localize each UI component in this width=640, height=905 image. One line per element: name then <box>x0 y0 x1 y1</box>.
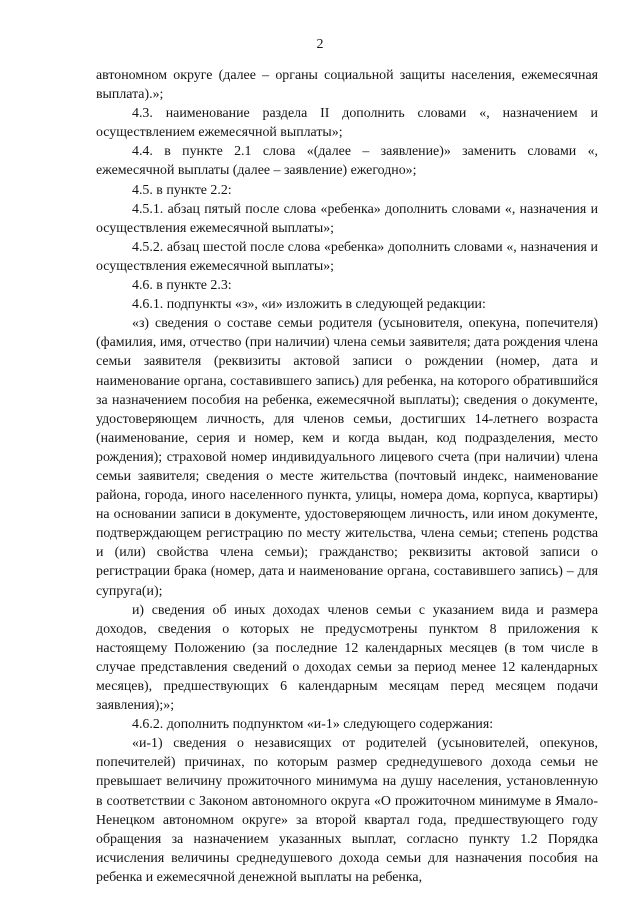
paragraph: и) сведения об иных доходах членов семьи с указанием вида и размера доходов, сведения о которых не предусмотрены пунктом 8 приложения к настоящему Положению (за последние 12 календарных месяцев (в том числе в случае представления сведений о доходах семьи за период менее 12 календарных месяцев), предшествующих 6 календарным месяцам перед месяцем подачи заявления);»; <box>96 602 598 714</box>
paragraph: 4.6. в пункте 2.3: <box>132 278 232 294</box>
paragraph: «з) сведения о составе семьи родителя (усыновителя, опекуна, попечителя) (фамилия, имя, отчество (при наличии) члена семьи заявителя; дата рождения члена семьи заявителя (реквизиты актовой записи о рождении (номер, дата и наименование органа, составившего запись) для ребенка, на которого обратившийся за назначением пособия на ребенка, ежемесячной выплаты); сведения о документе, удостоверяющем личность, для членов семьи, достигших 14-летнего возраста (наименование, серия и номер, кем и когда выдан, код подразделения, место рождения); страховой номер индивидуального лицевого счета (при наличии) члена семьи заявителя; сведения о месте жительства (почтовый индекс, наименование района, города, иного населенного пункта, улицы, номера дома, корпуса, квартиры) на основании записи в документе, удостоверяющем личность, или ином документе, подтверждающем регистрацию по месту жительства, члена семьи; степень родства и (или) свойства члена семьи); гражданство; реквизиты актовой записи о регистрации брака (номер, дата и наименование органа, составившего запись) – для супруга(и); <box>96 316 598 599</box>
paragraph: 4.3. наименование раздела II дополнить словами «, назначением и осуществлением ежемесячной выплаты»; <box>96 106 598 141</box>
paragraph: 4.5. в пункте 2.2: <box>132 182 232 198</box>
paragraph: автономном округе (далее – органы социальной защиты населения, ежемесячная выплата).»; <box>96 68 598 103</box>
paragraph: 4.5.2. абзац шестой после слова «ребенка» дополнить словами «, назначения и осуществления ежемесячной выплаты»; <box>96 239 598 274</box>
document-body <box>96 66 598 887</box>
page-number: 2 <box>316 37 324 52</box>
paragraph: 4.6.1. подпункты «з», «и» изложить в следующей редакции: <box>132 297 486 313</box>
paragraph: 4.4. в пункте 2.1 слова «(далее – заявление)» заменить словами «, ежемесячной выплаты (далее – заявление) ежегодно»; <box>96 144 598 179</box>
paragraph: 4.5.1. абзац пятый после слова «ребенка» дополнить словами «, назначения и осуществления ежемесячной выплаты»; <box>96 201 598 236</box>
paragraph: «и-1) сведения о независящих от родителей (усыновителей, опекунов, попечителей) причинах, по которым размер среднедушевого дохода семьи не превышает величину прожиточного минимума на душу населения, установленную в соответствии с Законом автономного округа «О прожиточном минимуме в Ямало-Ненецком автономном округе» за второй квартал года, предшествующего году обращения за назначением указанных выплат, согласно пункту 1.2 Порядка исчисления величины среднедушевого дохода семьи для назначения пособия на ребенка и ежемесячной денежной выплаты на ребенка, <box>96 736 598 885</box>
paragraph: 4.6.2. дополнить подпунктом «и-1» следующего содержания: <box>132 717 494 733</box>
